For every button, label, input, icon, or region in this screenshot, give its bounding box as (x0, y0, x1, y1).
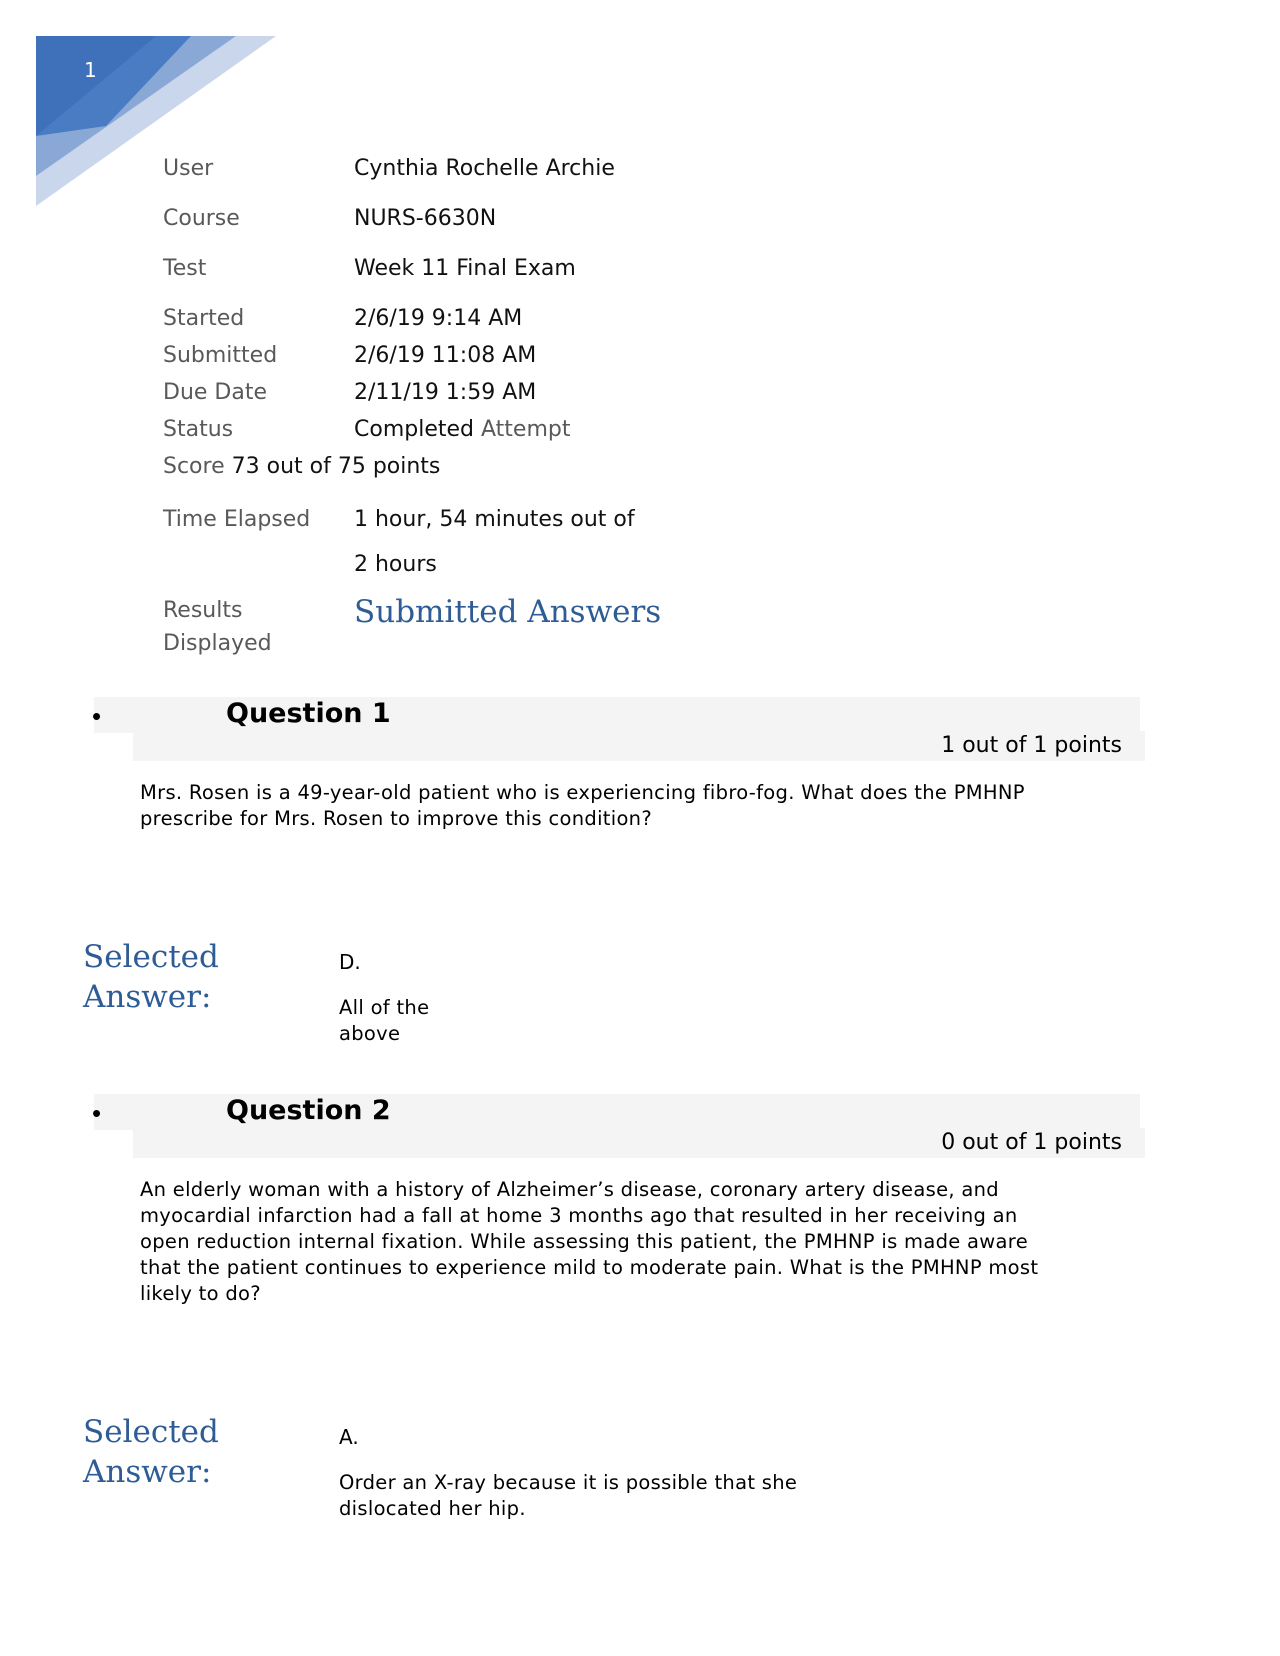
bullet: • (92, 701, 102, 731)
answer-text-line2: dislocated her hip. (339, 1497, 526, 1520)
started-value: 2/6/19 9:14 AM (354, 306, 523, 331)
question-points: 0 out of 1 points (941, 1130, 1122, 1155)
answer-text-line1: Order an X-ray because it is possible that she (339, 1471, 798, 1494)
answer-text (339, 995, 429, 1047)
started-label: Started (163, 306, 245, 331)
submitted-value: 2/6/19 11:08 AM (354, 343, 537, 368)
status-value (354, 417, 570, 442)
question-title: Question 1 (226, 698, 391, 729)
status-label: Status (163, 417, 234, 442)
selected-answer-label (83, 937, 243, 1017)
time-elapsed-value-line2: 2 hours (354, 552, 437, 577)
answer-letter: D. (339, 950, 361, 974)
status-completed: Completed (354, 417, 474, 442)
score-value: 73 out of 75 points (231, 454, 441, 479)
course-value: NURS-6630N (354, 206, 497, 231)
answer-text-line1: All of the (339, 996, 430, 1019)
question-title: Question 2 (226, 1095, 391, 1126)
bullet: • (92, 1098, 102, 1128)
test-label: Test (163, 256, 207, 281)
user-label: User (163, 156, 214, 181)
answer-text-line2: above (339, 1022, 401, 1045)
question-points: 1 out of 1 points (941, 733, 1122, 758)
submitted-label: Submitted (163, 343, 278, 368)
question-text: An elderly woman with a history of Alzheimer’s disease, coronary artery disease, and myocardial infarction had a fall at home 3 months ago that resulted in her receiving an open reduction internal fixation. While assessing this patient, the PMHNP is made aware that the patient continues to experience mild to moderate pain. What is the PMHNP most likely to do? (140, 1178, 1039, 1305)
score-row (163, 454, 440, 479)
question-text: Mrs. Rosen is a 49-year-old patient who is experiencing fibro-fog. What does the PMHNP prescribe for Mrs. Rosen to improve this condition? (140, 781, 1025, 830)
selected-label-line1: Selected (83, 1414, 219, 1450)
time-elapsed-value-line1: 1 hour, 54 minutes out of (354, 507, 635, 532)
page-number: 1 (84, 58, 97, 82)
status-attempt: Attempt (481, 417, 571, 442)
selected-label-line2: Answer: (83, 979, 212, 1015)
answer-text (339, 1470, 797, 1522)
submitted-answers-heading: Submitted Answers (354, 594, 662, 630)
selected-label-line2: Answer: (83, 1454, 212, 1490)
results-displayed-label-line2: Displayed (163, 631, 272, 656)
course-label: Course (163, 206, 240, 231)
results-displayed-label-line1: Results (163, 598, 243, 623)
due-date-label: Due Date (163, 380, 267, 405)
due-date-value: 2/11/19 1:59 AM (354, 380, 537, 405)
test-value: Week 11 Final Exam (354, 256, 576, 281)
time-elapsed-label: Time Elapsed (163, 507, 311, 532)
answer-letter: A. (339, 1425, 359, 1449)
selected-answer-label (83, 1412, 243, 1492)
page-corner-decoration (36, 36, 276, 206)
selected-label-line1: Selected (83, 939, 219, 975)
user-value: Cynthia Rochelle Archie (354, 156, 615, 181)
score-label: Score (163, 454, 225, 479)
